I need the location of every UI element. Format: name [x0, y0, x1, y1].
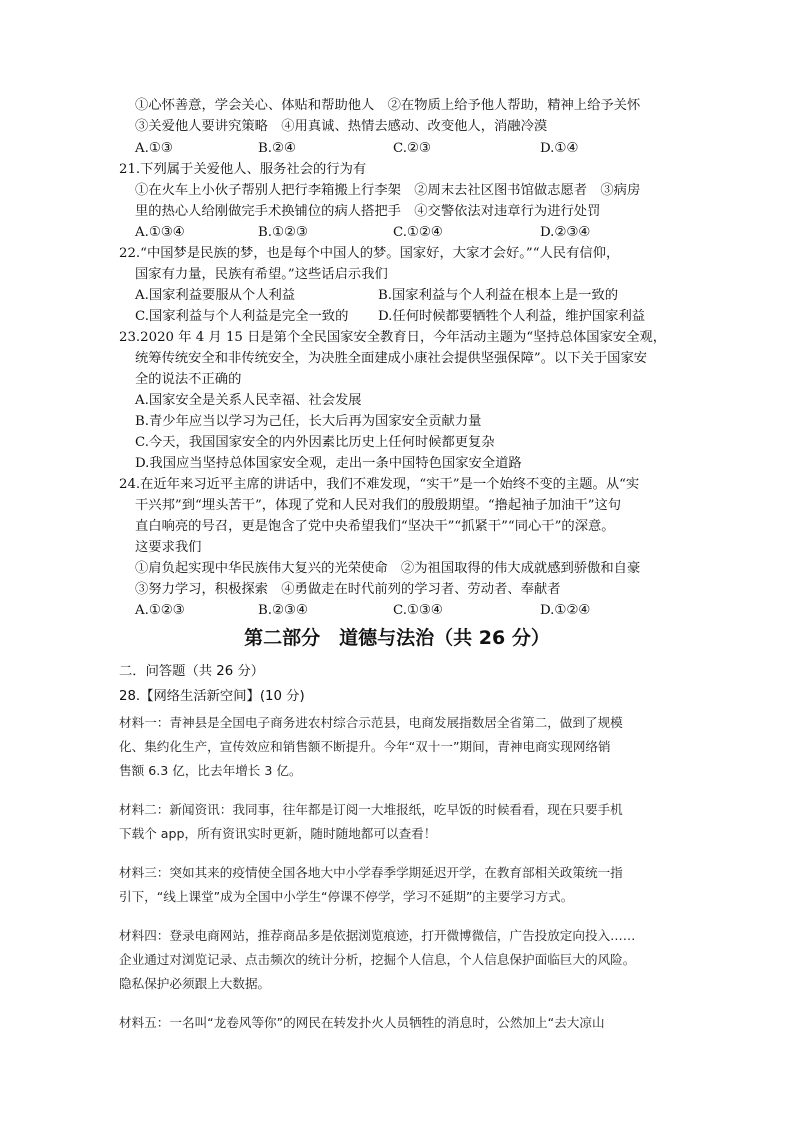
q23-stem-1: 23.2020 年 4 月 15 日是第个全民国家安全教育日，今年活动主题为“坚持总体国家安全观， — [119, 330, 667, 345]
q22-option-c: C.国家利益与个人利益是完全一致的 — [135, 309, 349, 324]
q20-option-d: D.①④ — [540, 141, 579, 156]
q22-option-a: A.国家利益要服从个人利益 — [135, 288, 296, 303]
part-two-title: 第二部分 道德与法治（共 26 分） — [244, 627, 550, 649]
material-4-line-1: 材料四：登录电商网站，推荐商品多是依据浏览痕迹，打开微博微信，广告投放定向投入…… — [119, 928, 636, 943]
q21-option-c: C.①②④ — [393, 225, 443, 240]
material-5-line-1: 材料五：一名叫“龙卷风等你”的网民在转发扑火人员牺牲的消息时，公然加上“去大凉山 — [119, 1015, 605, 1030]
q24-stem-3: 直白响亮的号召，更是饱含了党中央希望我们“坚决干”“抓紧干”“同心干”的深意。 — [135, 519, 615, 534]
q22-stem-1: 22.“中国梦是民族的梦，也是每个中国人的梦。国家好，大家才会好。”“人民有信仰， — [119, 246, 620, 261]
q24-stem-2: 干兴邦”到“埋头苦干”，体现了党和人民对我们的殷殷期望。“撸起袖子加油干”这句 — [135, 498, 622, 513]
q22-stem-2: 国家有力量，民族有希望。”这些话启示我们 — [135, 267, 388, 282]
q21-statements-2: 里的热心人给刚做完手术换铺位的病人搭把手 ④交警依法对违章行为进行处罚 — [135, 204, 601, 219]
q20-option-b: B.②④ — [258, 141, 296, 156]
q24-option-b: B.②③④ — [258, 603, 308, 618]
q20-statements-2: ③关爱他人要讲究策略 ④用真诚、热情去感动、改变他人，消融冷漠 — [135, 119, 548, 134]
q20-statements-1: ①心怀善意，学会关心、体贴和帮助他人 ②在物质上给予他人帮助，精神上给予关怀 — [135, 98, 641, 113]
q24-stem-1: 24.在近年来习近平主席的讲话中，我们不难发现，“实干”是一个始终不变的主题。从“实 — [119, 477, 640, 492]
q22-option-d: D.任何时候都要牺牲个人利益，维护国家利益 — [378, 309, 646, 324]
section-heading: 二．问答题（共 26 分） — [119, 664, 265, 679]
q28-heading: 28.【网络生活新空间】(10 分) — [119, 689, 305, 704]
material-4-line-2: 企业通过对浏览记录、点击频次的统计分析，挖掘个人信息，个人信息保护面临巨大的风险。 — [119, 952, 636, 967]
q24-stem-4: 这要求我们 — [135, 540, 202, 555]
q21-statements-1: ①在火车上小伙子帮别人把行李箱搬上行李架 ②周末去社区图书馆做志愿者 ③病房 — [135, 183, 641, 198]
q24-option-a: A.①②③ — [135, 603, 185, 618]
q24-statements-1: ①肩负起实现中华民族伟大复兴的光荣使命 ②为祖国取得的伟大成就感到骄傲和自豪 — [135, 561, 641, 576]
q20-option-c: C.②③ — [393, 141, 431, 156]
q23-stem-2: 统筹传统安全和非传统安全，为决胜全面建成小康社会提供坚强保障”。以下关于国家安 — [135, 351, 648, 366]
q20-option-a: A.①③ — [135, 141, 173, 156]
q21-option-a: A.①③④ — [135, 225, 185, 240]
q21-option-b: B.①②③ — [258, 225, 308, 240]
material-3-line-2: 引下，“线上课堂”成为全国中小学生“停课不停学，学习不延期”的主要学习方式。 — [119, 889, 574, 904]
q21-option-d: D.②③④ — [540, 225, 591, 240]
q23-option-d: D.我国应当坚持总体国家安全观，走出一条中国特色国家安全道路 — [135, 456, 522, 471]
material-1-line-2: 化、集约化生产，宣传效应和销售额不断提升。今年“双十一”期间，青神电商实现网络销 — [119, 739, 611, 754]
material-2-line-2: 下载个 app，所有资讯实时更新，随时随地都可以查看！ — [119, 826, 437, 841]
q21-stem: 21.下列属于关爱他人、服务社会的行为有 — [119, 162, 367, 177]
q23-stem-3: 全的说法不正确的 — [135, 372, 242, 387]
material-1-line-1: 材料一：青神县是全国电子商务进农村综合示范县，电商发展指数居全省第二，做到了规模 — [119, 715, 623, 730]
q24-option-d: D.①②④ — [540, 603, 591, 618]
material-3-line-1: 材料三：突如其来的疫情使全国各地大中小学春季学期延迟开学，在教育部相关政策统一指 — [119, 865, 623, 880]
material-1-line-3: 售额 6.3 亿，比去年增长 3 亿。 — [119, 763, 302, 778]
q22-option-b: B.国家利益与个人利益在根本上是一致的 — [378, 288, 619, 303]
q23-option-c: C.今天，我国国家安全的内外因素比历史上任何时候都更复杂 — [135, 435, 495, 450]
q24-option-c: C.①③④ — [393, 603, 443, 618]
material-2-line-1: 材料二：新闻资讯：我同事，往年都是订阅一大堆报纸，吃早饭的时候看看，现在只要手机 — [119, 802, 623, 817]
material-4-line-3: 隐私保护必须跟上大数据。 — [119, 976, 271, 991]
q24-statements-2: ③努力学习，积极探索 ④勇做走在时代前列的学习者、劳动者、奉献者 — [135, 582, 561, 597]
q23-option-a: A.国家安全是关系人民幸福、社会发展 — [135, 393, 362, 408]
q23-option-b: B.青少年应当以学习为己任，长大后再为国家安全贡献力量 — [135, 414, 482, 429]
